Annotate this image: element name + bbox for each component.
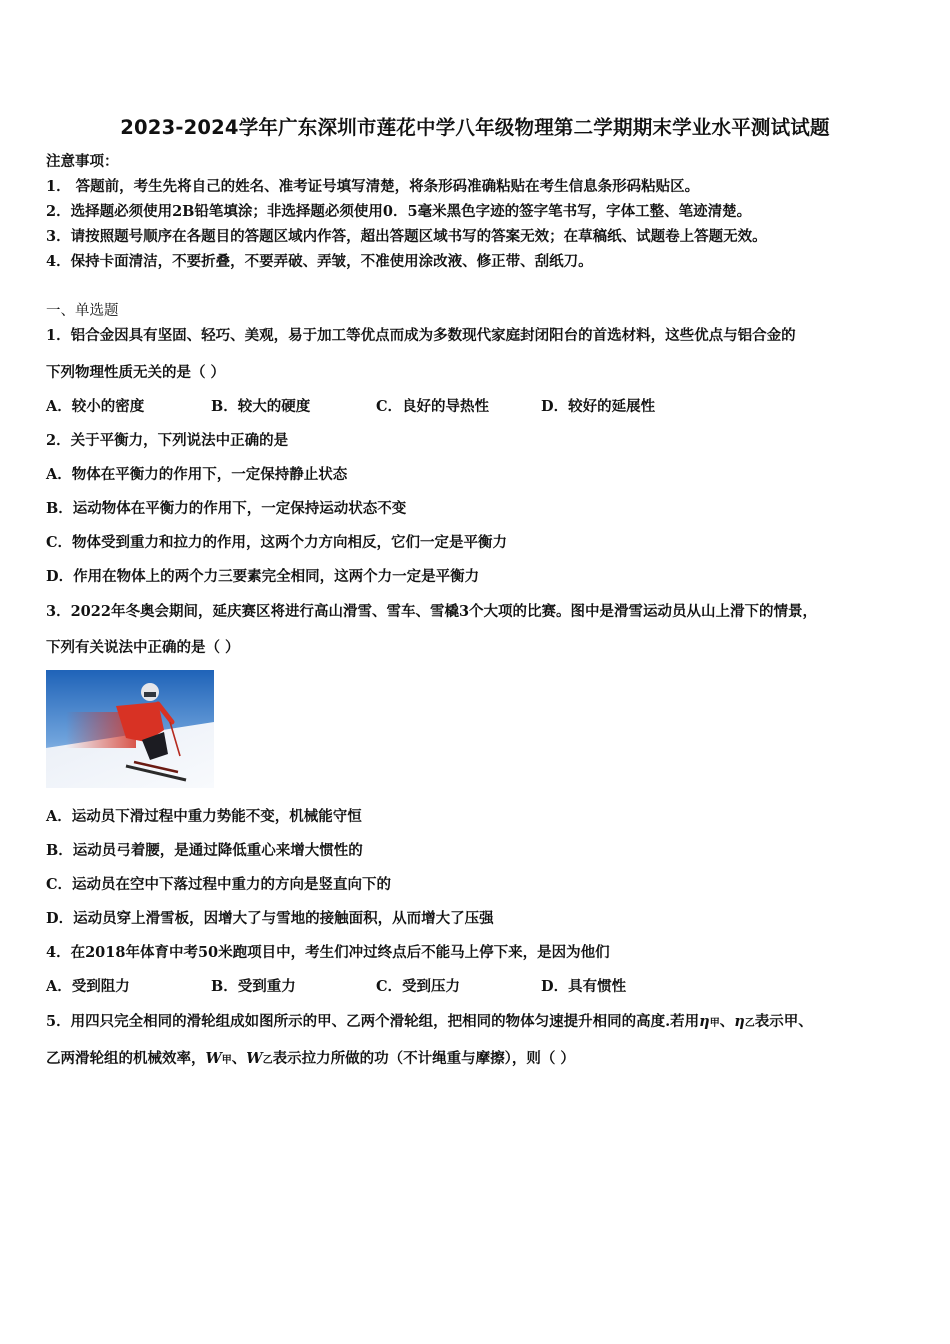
q1-option-b: B．较大的硬度 <box>211 398 311 415</box>
q5-line2-part2: 表示拉力所做的功（不计绳重与摩擦），则（ ） <box>272 1050 575 1067</box>
q1-option-c: C．良好的导热性 <box>376 398 490 415</box>
q2-stem: 2．关于平衡力，下列说法中正确的是 <box>46 432 289 449</box>
skier-photo <box>46 670 214 788</box>
q3-option-c: C．运动员在空中下落过程中重力的方向是竖直向下的 <box>46 876 392 893</box>
eta-symbol: η <box>699 1013 710 1030</box>
q3-stem-line1: 3．2022年冬奥会期间，延庆赛区将进行高山滑雪、雪车、雪橇3个大项的比赛。图中是滑雪运动员从山上滑下的情景， <box>46 603 818 620</box>
q4-option-b: B．受到重力 <box>211 978 296 995</box>
section-heading: 一、单选题 <box>46 303 119 319</box>
notice-item-4: 4．保持卡面清洁，不要折叠，不要弄破、弄皱，不准使用涂改液、修正带、刮纸刀。 <box>46 253 593 270</box>
sub-jia: 甲 <box>221 1055 232 1066</box>
q4-option-a: A．受到阻力 <box>46 978 130 995</box>
q1-stem-line1: 1．铝合金因具有坚固、轻巧、美观，易于加工等优点而成为多数现代家庭封闭阳台的首选材料，这些优点与铝合金的 <box>46 327 796 344</box>
sub-yi: 乙 <box>262 1055 273 1066</box>
q5-text-part2: 表示甲、 <box>754 1013 813 1030</box>
q2-option-b: B．运动物体在平衡力的作用下，一定保持运动状态不变 <box>46 500 407 517</box>
q1-options <box>46 397 726 417</box>
q4-option-d: D．具有惯性 <box>541 978 627 995</box>
q1-option-d: D．较好的延展性 <box>541 398 656 415</box>
q2-option-c: C．物体受到重力和拉力的作用，这两个力方向相反，它们一定是平衡力 <box>46 534 508 551</box>
q4-options <box>46 977 726 997</box>
q3-option-b: B．运动员弓着腰，是通过降低重心来增大惯性的 <box>46 842 363 859</box>
q5-line2-part1: 乙两滑轮组的机械效率， <box>46 1050 206 1067</box>
notice-item-1: 1． 答题前，考生先将自己的姓名、准考证号填写清楚，将条形码准确粘贴在考生信息条形码粘贴区。 <box>46 178 700 195</box>
page-title: 2023-2024学年广东深圳市莲花中学八年级物理第二学期期末学业水平测试试题 <box>120 116 830 139</box>
sub-yi: 乙 <box>744 1018 755 1029</box>
w-symbol: W <box>246 1050 263 1067</box>
notice-heading: 注意事项： <box>46 153 119 170</box>
eta-symbol: η <box>734 1013 745 1030</box>
q3-stem-line2: 下列有关说法中正确的是（ ） <box>46 639 240 656</box>
separator: 、 <box>719 1013 735 1030</box>
q5-text-part1: 5．用四只完全相同的滑轮组成如图所示的甲、乙两个滑轮组，把相同的物体匀速提升相同的高度.若用 <box>46 1013 700 1030</box>
sub-jia: 甲 <box>709 1018 720 1029</box>
notice-item-3: 3．请按照题号顺序在各题目的答题区域内作答，超出答题区域书写的答案无效；在草稿纸、试题卷上答题无效。 <box>46 228 767 245</box>
q2-option-a: A．物体在平衡力的作用下，一定保持静止状态 <box>46 466 348 483</box>
q3-option-a: A．运动员下滑过程中重力势能不变，机械能守恒 <box>46 808 362 825</box>
separator: 、 <box>231 1050 247 1067</box>
q5-stem-line1 <box>46 1012 813 1034</box>
q2-option-d: D．作用在物体上的两个力三要素完全相同，这两个力一定是平衡力 <box>46 568 480 585</box>
q1-stem-line2: 下列物理性质无关的是（ ） <box>46 364 226 381</box>
notice-item-2: 2．选择题必须使用2B铅笔填涂；非选择题必须使用0．5毫米黑色字迹的签字笔书写，字体工整、笔迹清楚。 <box>46 203 752 220</box>
q4-option-c: C．受到压力 <box>376 978 461 995</box>
w-symbol: W <box>205 1050 222 1067</box>
q5-stem-line2 <box>46 1049 575 1071</box>
q4-stem: 4．在2018年体育中考50米跑项目中，考生们冲过终点后不能马上停下来，是因为他们 <box>46 944 610 961</box>
q1-option-a: A．较小的密度 <box>46 398 145 415</box>
q3-option-d: D．运动员穿上滑雪板，因增大了与雪地的接触面积，从而增大了压强 <box>46 910 494 927</box>
